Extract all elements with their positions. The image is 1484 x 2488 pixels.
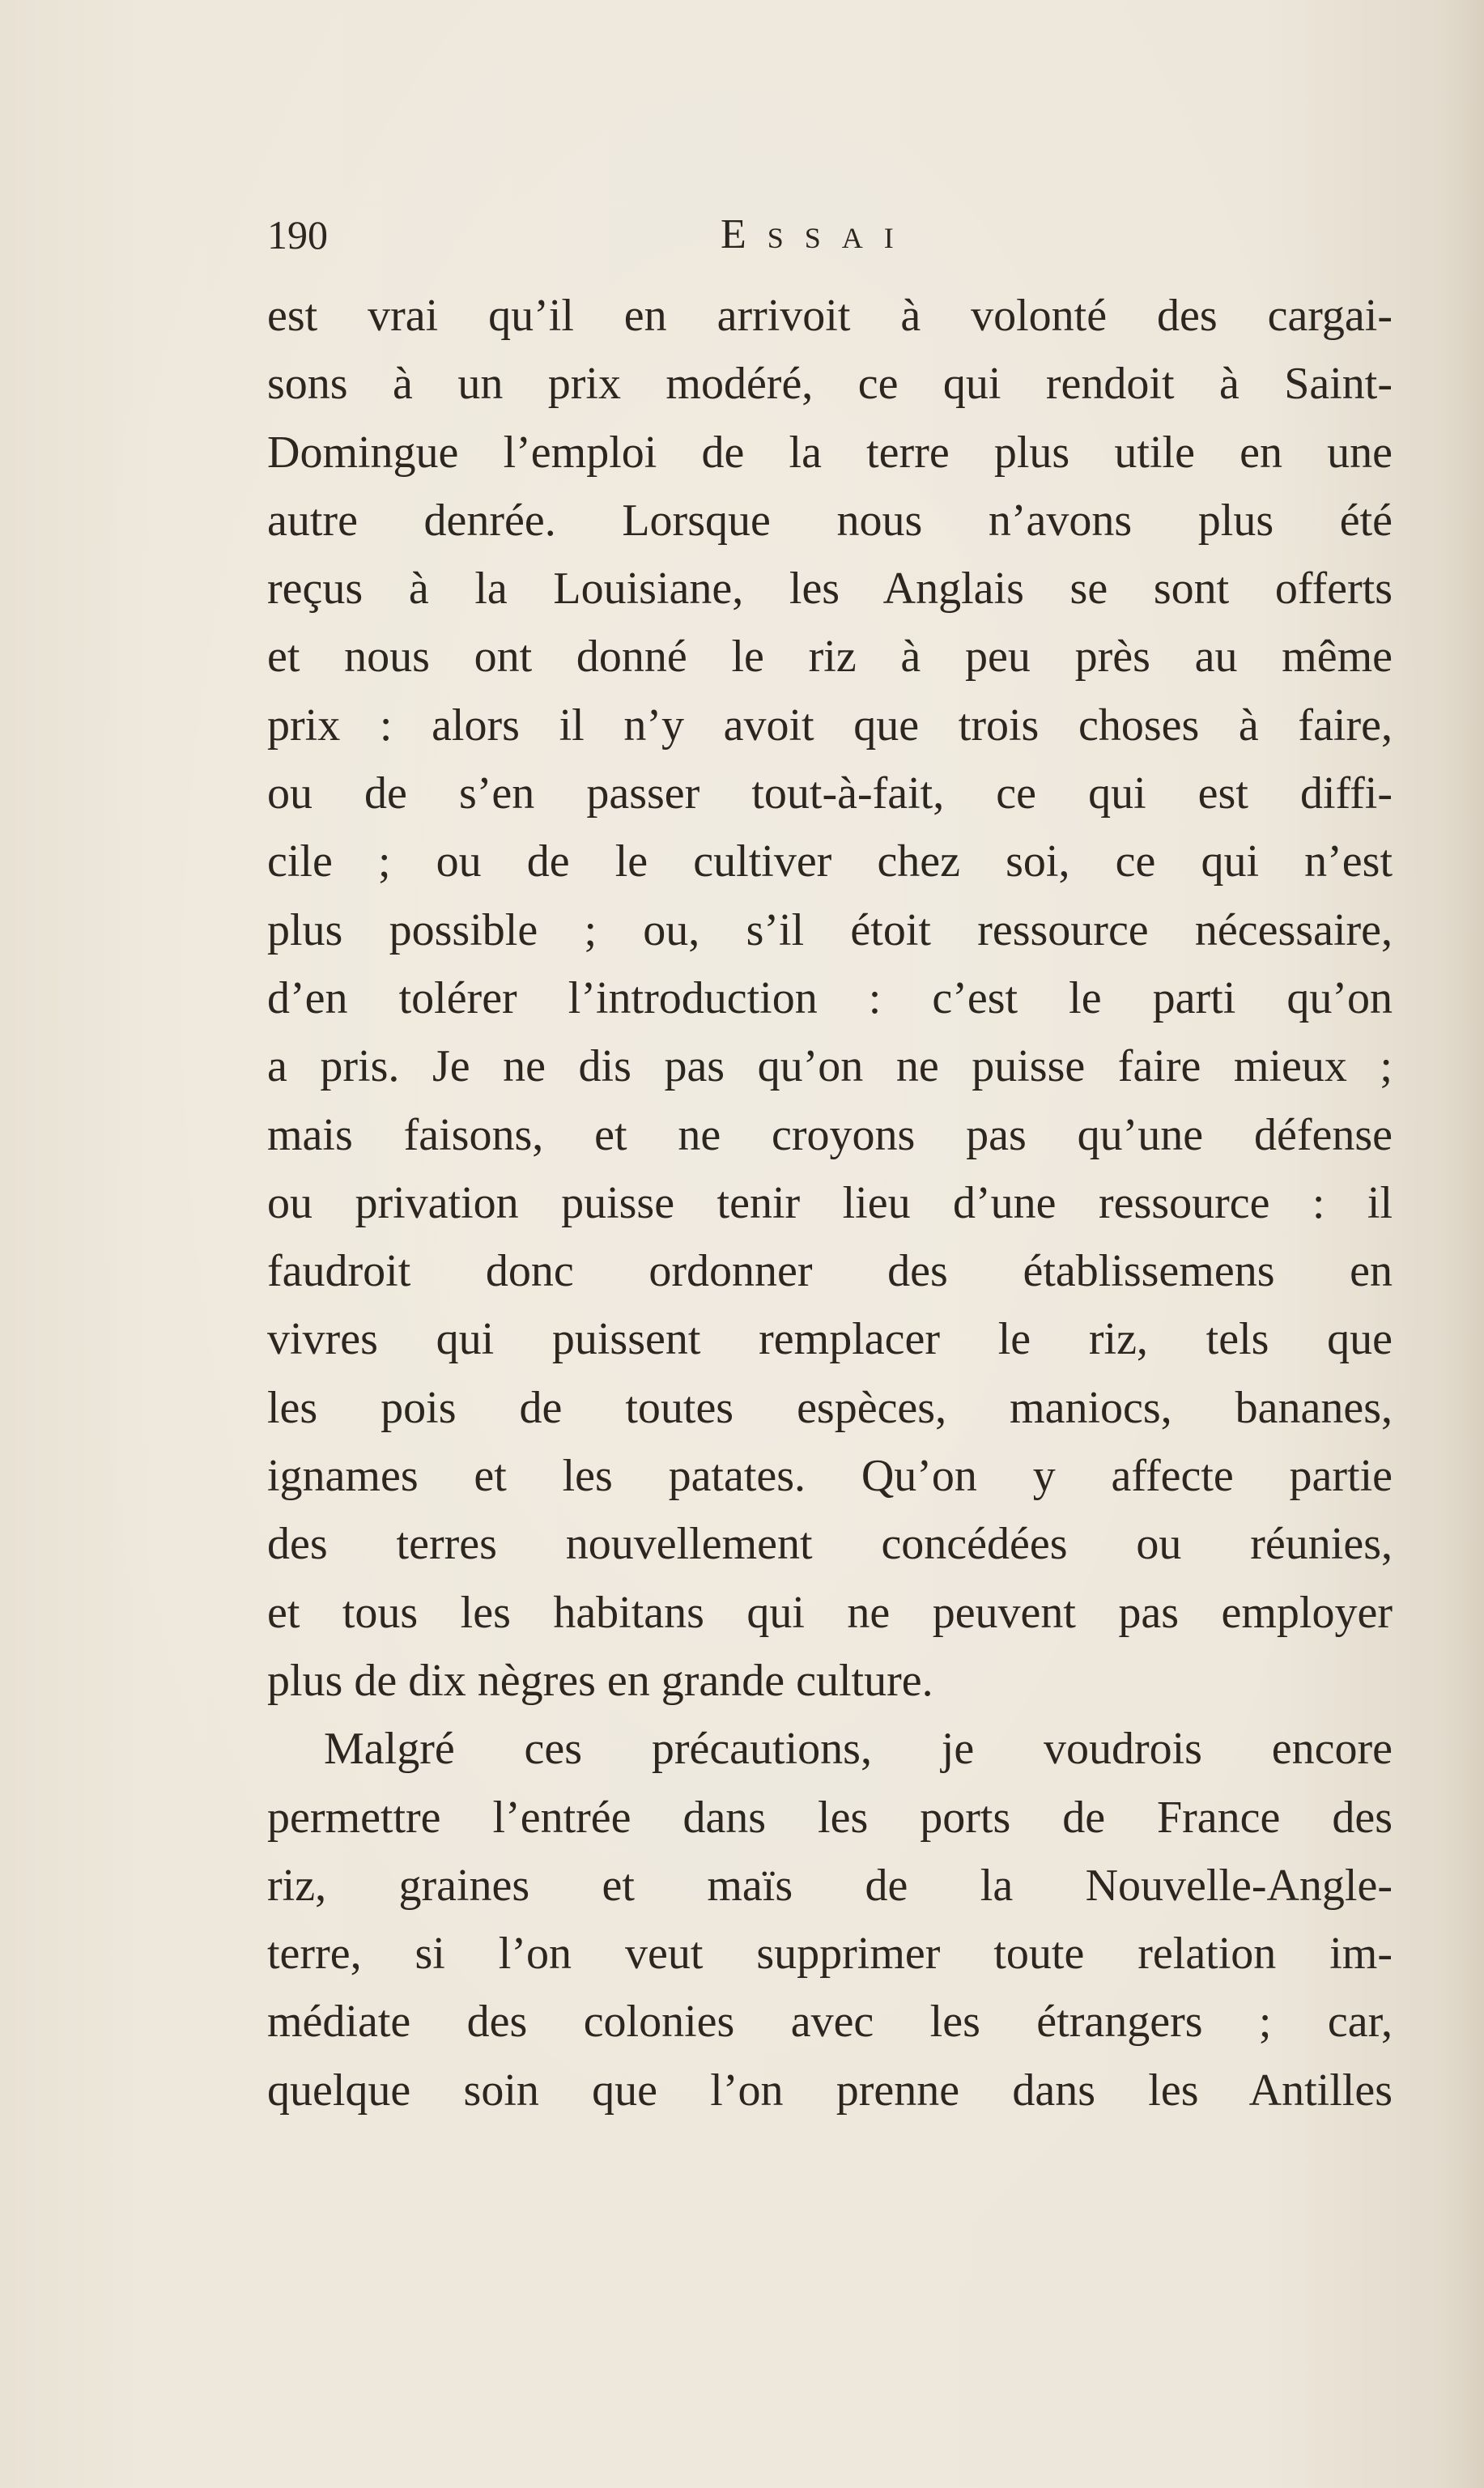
- text-line: mais faisons, et ne croyons pas qu’une défense: [267, 1109, 1393, 1160]
- text-line: médiate des colonies avec les étrangers ; car,: [267, 1997, 1393, 2048]
- text-line: cile ; ou de le cultiver chez soi, ce qui n’est: [267, 836, 1393, 887]
- paragraph-start-line: Malgré ces précautions, je voudrois encore: [324, 1724, 1393, 1775]
- text-line: terre, si l’on veut supprimer toute relation im-: [267, 1929, 1393, 1980]
- text-line: plus possible ; ou, s’il étoit ressource nécessaire,: [267, 904, 1393, 955]
- text-line: et tous les habitans qui ne peuvent pas employer: [267, 1587, 1393, 1638]
- paragraph-end-line: plus de dix nègres en grande culture.: [267, 1655, 933, 1706]
- text-line: quelque soin que l’on prenne dans les Antilles: [267, 2065, 1393, 2116]
- text-line: reçus à la Louisiane, les Anglais se sont offerts: [267, 564, 1393, 615]
- page-number: 190: [267, 212, 328, 257]
- running-title: Essai: [721, 211, 915, 257]
- text-line: prix : alors il n’y avoit que trois choses à faire,: [267, 700, 1393, 751]
- text-line: vivres qui puissent remplacer le riz, tels que: [267, 1314, 1393, 1365]
- text-line: a pris. Je ne dis pas qu’on ne puisse faire mieux ;: [267, 1041, 1393, 1092]
- text-line: d’en tolérer l’introduction : c’est le parti qu’on: [267, 972, 1393, 1023]
- text-line: permettre l’entrée dans les ports de France des: [267, 1792, 1393, 1843]
- text-line: est vrai qu’il en arrivoit à volonté des cargai-: [267, 291, 1393, 341]
- text-line: des terres nouvellement concédées ou réunies,: [267, 1519, 1393, 1570]
- page-header: [267, 206, 1393, 271]
- text-line: riz, graines et maïs de la Nouvelle-Angle-: [267, 1860, 1393, 1911]
- text-line: sons à un prix modéré, ce qui rendoit à Saint-: [267, 359, 1393, 410]
- text-line: les pois de toutes espèces, maniocs, bananes,: [267, 1382, 1393, 1433]
- text-line: et nous ont donné le riz à peu près au même: [267, 632, 1393, 683]
- text-line: faudroit donc ordonner des établissemens en: [267, 1246, 1393, 1297]
- text-line: ignames et les patates. Qu’on y affecte partie: [267, 1451, 1393, 1502]
- body-text: [267, 282, 1393, 2124]
- text-line: Domingue l’emploi de la terre plus utile en une: [267, 427, 1393, 478]
- text-line: ou de s’en passer tout-à-fait, ce qui est diffi-: [267, 768, 1393, 819]
- text-line: autre denrée. Lorsque nous n’avons plus été: [267, 495, 1393, 546]
- text-line: ou privation puisse tenir lieu d’une ressource : il: [267, 1177, 1393, 1228]
